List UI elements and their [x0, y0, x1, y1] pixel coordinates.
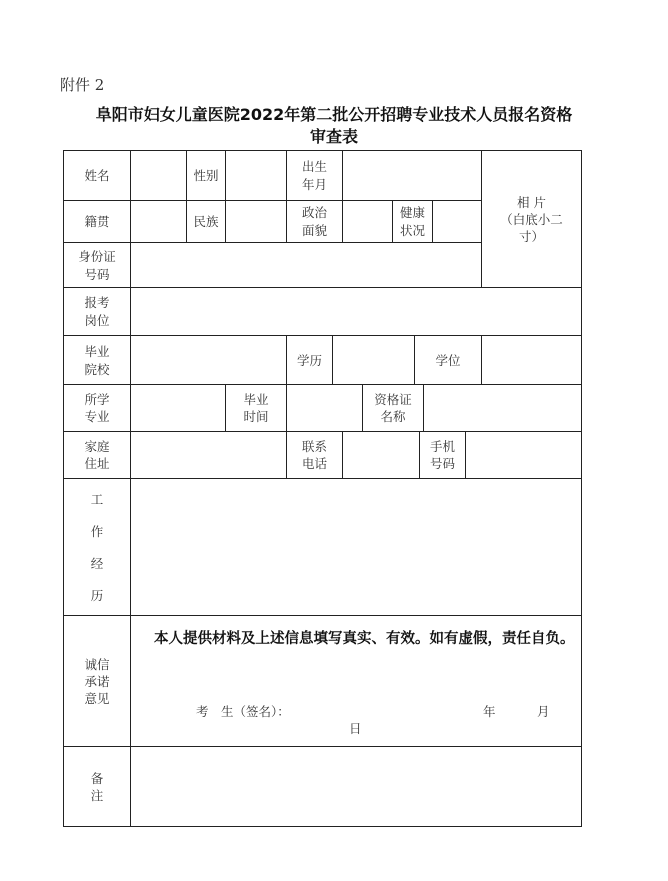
label-health-line1: 健康 [399, 205, 425, 221]
label-integrity [64, 616, 130, 746]
label-phone [287, 432, 342, 478]
label-id-line1: 身份证 [78, 248, 116, 264]
label-school [64, 336, 130, 384]
signature-label: 考 生（签名）： [196, 704, 290, 719]
label-integrity-line3: 意见 [84, 690, 110, 706]
label-work-char3: 经 [90, 555, 104, 571]
label-mobile [420, 432, 465, 478]
label-position-line1: 报考 [84, 295, 110, 311]
birth-field[interactable] [343, 151, 481, 200]
label-health [393, 201, 432, 242]
label-birth-line1: 出生 [301, 158, 327, 174]
native-field[interactable] [131, 201, 186, 242]
label-work-experience [64, 479, 130, 615]
label-education: 学历 [296, 352, 322, 368]
grad-time-field[interactable] [287, 385, 362, 431]
label-id-line2: 号码 [84, 266, 110, 282]
major-field[interactable] [131, 385, 225, 431]
label-certificate-line1: 资格证 [374, 392, 412, 407]
day-label: 日 [349, 721, 362, 736]
label-birth [287, 151, 342, 200]
label-certificate [363, 385, 423, 431]
label-major-line1: 所学 [84, 392, 110, 407]
label-phone-line1: 联系 [301, 439, 327, 454]
label-remarks-line2: 注 [90, 787, 104, 803]
address-field[interactable] [131, 432, 286, 478]
attachment-label: 附件 2 [60, 76, 105, 94]
degree-field[interactable] [482, 336, 581, 384]
label-major [64, 385, 130, 431]
school-field[interactable] [131, 336, 286, 384]
ethnicity-field[interactable] [226, 201, 286, 242]
label-integrity-line1: 诚信 [84, 656, 110, 672]
label-political-line1: 政治 [301, 205, 327, 221]
label-position-line2: 岗位 [84, 312, 110, 328]
label-birth-line2: 年月 [301, 177, 327, 193]
label-id [64, 243, 130, 287]
label-major-line2: 专业 [84, 409, 110, 424]
phone-field[interactable] [343, 432, 419, 478]
year-label: 年 [483, 704, 496, 719]
photo-label-line1: 相 片 [517, 194, 546, 210]
pledge-text: 本人提供材料及上述信息填写真实、有效。如有虚假，责任自负。 [154, 631, 575, 647]
label-school-line2: 院校 [84, 361, 110, 377]
signature-field[interactable] [316, 700, 466, 720]
label-phone-line2: 电话 [301, 456, 327, 471]
photo-cell[interactable] [482, 151, 581, 287]
remarks-field[interactable] [131, 747, 581, 826]
label-mobile-line1: 手机 [429, 439, 455, 454]
label-school-line1: 毕业 [84, 343, 110, 359]
id-number-field[interactable] [131, 243, 481, 287]
position-field[interactable] [131, 288, 581, 335]
label-ethnicity: 民族 [193, 214, 219, 229]
label-name: 姓名 [84, 168, 110, 183]
label-address-line1: 家庭 [84, 439, 110, 454]
form-title-line1: 阜阳市妇女儿童医院2022年第二批公开招聘专业技术人员报名资格 [95, 105, 573, 124]
label-political-line2: 面貌 [301, 222, 327, 238]
education-field[interactable] [333, 336, 414, 384]
gender-field[interactable] [226, 151, 286, 200]
mobile-field[interactable] [466, 432, 581, 478]
label-work-char2: 作 [90, 523, 104, 539]
label-grad-time [226, 385, 286, 431]
label-certificate-line2: 名称 [380, 409, 406, 424]
label-grad-time-line1: 毕业 [243, 392, 269, 407]
label-remarks-line1: 备 [90, 770, 104, 786]
label-degree: 学位 [435, 352, 461, 368]
form-title-line2: 审查表 [309, 127, 358, 146]
label-health-line2: 状况 [399, 222, 425, 238]
label-mobile-line2: 号码 [429, 456, 455, 471]
month-label: 月 [537, 704, 550, 719]
label-grad-time-line2: 时间 [243, 409, 269, 424]
label-political [287, 201, 342, 242]
political-field[interactable] [343, 201, 392, 242]
photo-label-line2: （白底小二 [500, 211, 563, 227]
label-address-line2: 住址 [84, 456, 110, 471]
work-experience-field[interactable] [131, 479, 581, 615]
label-work-char1: 工 [90, 491, 104, 507]
label-gender: 性别 [193, 168, 219, 183]
certificate-field[interactable] [424, 385, 581, 431]
label-integrity-line2: 承诺 [84, 673, 110, 689]
label-work-char4: 历 [90, 587, 104, 603]
label-position [64, 288, 130, 335]
label-native: 籍贯 [84, 214, 110, 229]
label-address [64, 432, 130, 478]
photo-label-line3: 寸） [518, 228, 544, 244]
label-remarks [64, 747, 130, 826]
name-field[interactable] [131, 151, 186, 200]
health-field[interactable] [433, 201, 481, 242]
